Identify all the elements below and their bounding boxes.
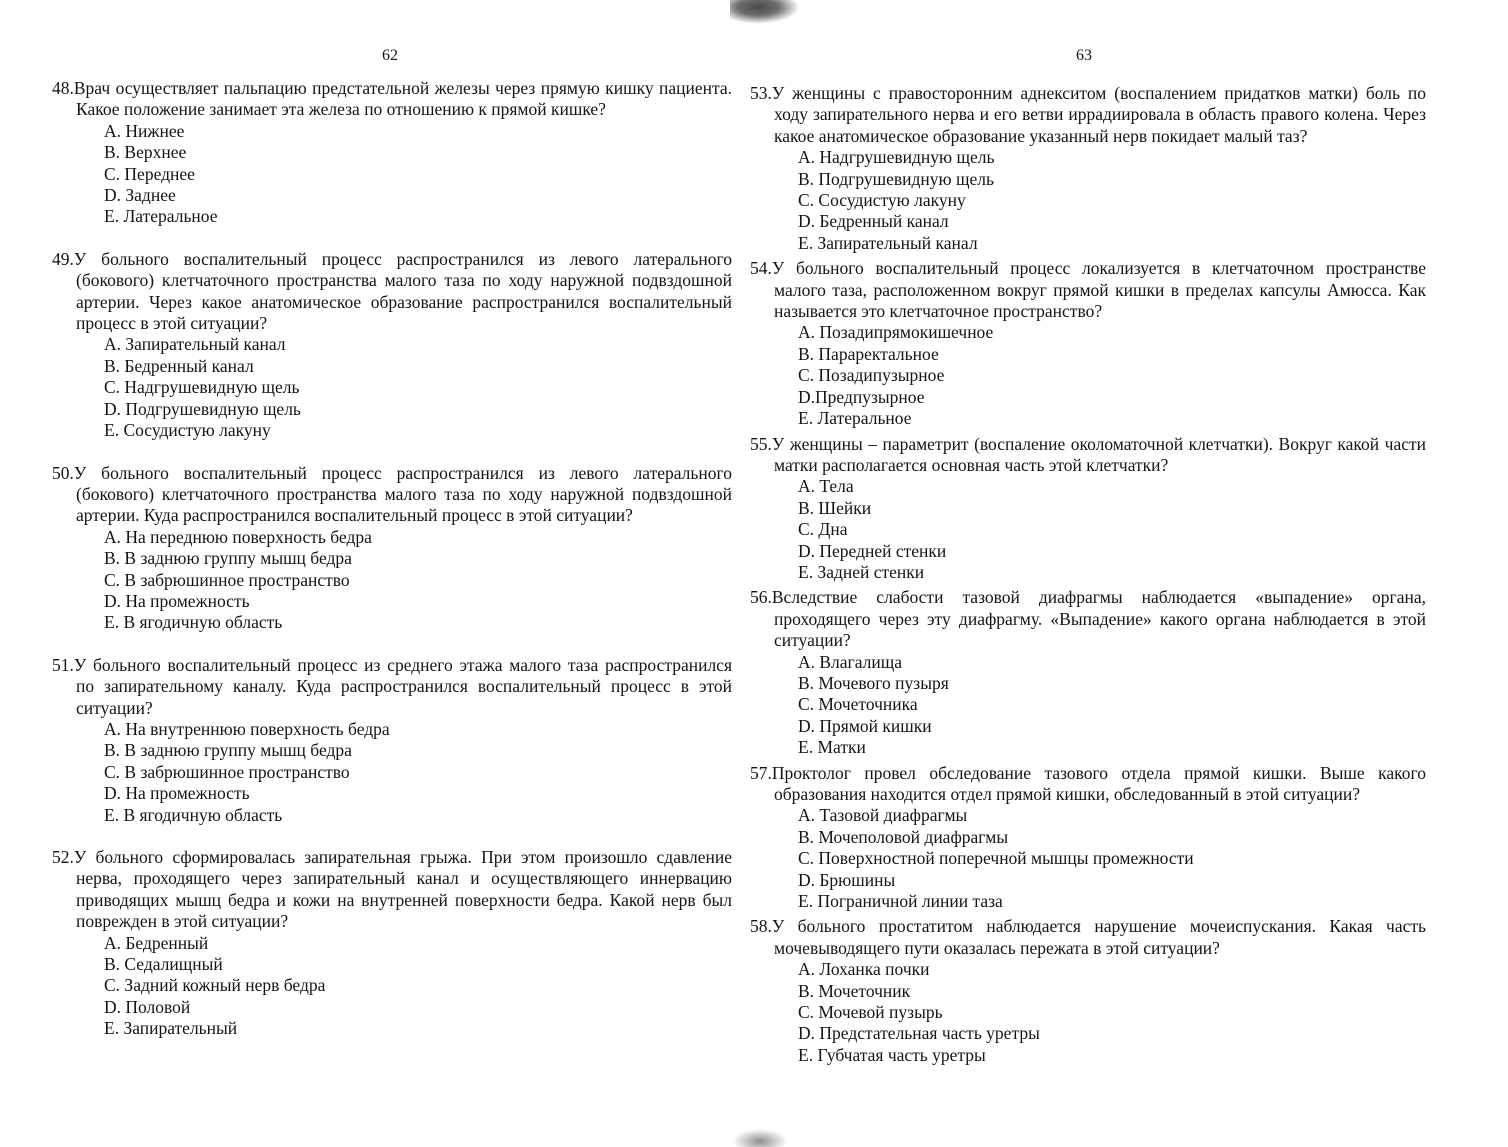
- answer-option: Е. Матки: [798, 737, 866, 758]
- question-body: У больного воспалительный процесс распространился из левого латерального (бокового) клетчаточного пространства малого таза по ходу наружной подвздошной артерии. Через какое анатомическое образование распространился воспалительный процесс в этой ситуации?: [73, 248, 732, 334]
- answer-option: А. Надгрушевидную щель: [798, 147, 995, 168]
- question: [52, 78, 732, 228]
- question-body: Врач осуществляет пальпацию предстательной железы через прямую кишку пациента. Какое положение занимает эта железа по отношению к прямой кишке?: [73, 78, 732, 120]
- answer-option: А. Нижнее: [104, 120, 185, 141]
- answer-options: [750, 476, 1426, 583]
- question-number: 51.: [52, 654, 74, 675]
- question-text: [750, 763, 1426, 806]
- question: [750, 434, 1426, 584]
- answer-option: D. Прямой кишки: [798, 715, 932, 736]
- answer-option: С. Мочеточника: [798, 694, 918, 715]
- question-text: [52, 78, 732, 121]
- question: [52, 655, 732, 826]
- answer-option: С. Надгрушевидную щель: [104, 377, 300, 398]
- answer-option: D. На промежность: [104, 590, 250, 611]
- answer-option: С. Поверхностной поперечной мышцы промежности: [798, 848, 1194, 869]
- question-number: 58.: [750, 916, 772, 937]
- question-number: 55.: [750, 433, 772, 454]
- answer-options: [750, 805, 1426, 912]
- answer-options: [52, 933, 732, 1040]
- page-number: 62: [382, 47, 398, 64]
- question-number: 48.: [52, 78, 74, 98]
- answer-option: Е. В ягодичную область: [104, 804, 283, 825]
- answer-option: D. На промежность: [104, 783, 250, 804]
- answer-option: В. Мочеточник: [798, 980, 911, 1001]
- answer-options: [750, 322, 1426, 429]
- answer-option: С. Переднее: [104, 163, 195, 184]
- answer-option: D. Подгрушевидную щель: [104, 398, 301, 419]
- answer-options: [52, 719, 732, 826]
- question-text: [750, 916, 1426, 959]
- answer-option: В. Седалищный: [104, 954, 223, 975]
- question-list: [52, 78, 732, 1061]
- answer-option: Е. Пограничной линии таза: [798, 891, 1003, 912]
- answer-options: [750, 652, 1426, 759]
- answer-option: D. Предстательная часть уретры: [798, 1023, 1040, 1044]
- answer-option: D.Предпузырное: [798, 386, 925, 407]
- question: [52, 249, 732, 442]
- answer-option: D. Передней стенки: [798, 540, 947, 561]
- answer-option: Е. Задней стенки: [798, 561, 925, 582]
- answer-option: Е. Запирательный канал: [798, 232, 978, 253]
- question-text: [750, 83, 1426, 147]
- answer-options: [750, 147, 1426, 254]
- answer-option: А. Лоханка почки: [798, 959, 930, 980]
- answer-option: D. Бедренный канал: [798, 211, 949, 232]
- question-body: У больного воспалительный процесс распространился из левого латерального (бокового) клетчаточного пространства малого таза по ходу наружной подвздошной артерии. Куда распространился воспалительный процесс в этой ситуации?: [73, 462, 732, 526]
- page-number: 63: [1076, 47, 1092, 64]
- answer-option: А. Запирательный канал: [104, 334, 286, 355]
- answer-option: А. Влагалища: [798, 651, 903, 672]
- answer-option: Е. Латеральное: [104, 206, 218, 227]
- left-page: [52, 0, 732, 1147]
- question-text: [52, 463, 732, 527]
- answer-option: Е. Сосудистую лакуну: [104, 420, 271, 441]
- question-text: [52, 249, 732, 335]
- question-body: Вследствие слабости тазовой диафрагмы наблюдается «выпадение» органа, проходящего через эту диафрагму. «Выпадение» какого органа наблюдается в этой ситуации?: [771, 587, 1426, 651]
- right-page: [750, 0, 1426, 1147]
- question: [750, 916, 1426, 1066]
- question-text: [52, 655, 732, 719]
- answer-options: [52, 527, 732, 634]
- question-number: 49.: [52, 248, 74, 269]
- answer-option: А. На внутреннюю поверхность бедра: [104, 718, 390, 739]
- answer-option: В. В заднюю группу мышц бедра: [104, 548, 352, 569]
- answer-option: D. Заднее: [104, 185, 176, 206]
- answer-option: А. На переднюю поверхность бедра: [104, 526, 372, 547]
- answer-option: С. Сосудистую лакуну: [798, 190, 966, 211]
- question: [750, 83, 1426, 254]
- question: [52, 847, 732, 1040]
- answer-options: [52, 334, 732, 441]
- question-number: 57.: [750, 762, 772, 783]
- question-text: [750, 587, 1426, 651]
- question-body: Проктолог провел обследование тазового отдела прямой кишки. Выше какого образования находится отдел прямой кишки, обследованный в этой ситуации?: [771, 762, 1426, 804]
- answer-option: С. Дна: [798, 519, 848, 540]
- question-body: У больного сформировалась запирательная грыжа. При этом произошло сдавление нерва, проходящего через запирательный канал и осуществляющего иннервацию приводящих мышц бедра и кожи на внутренней поверхности бедра. Какой нерв был поврежден в этой ситуации?: [73, 847, 732, 932]
- question-text: [750, 258, 1426, 322]
- answer-options: [750, 959, 1426, 1066]
- question-body: У больного простатитом наблюдается нарушение мочеиспускания. Какая часть мочевыводящего пути оказалась пережата в этой ситуации?: [771, 916, 1426, 958]
- answer-option: А. Тазовой диафрагмы: [798, 805, 968, 826]
- answer-option: С. В забрюшинное пространство: [104, 569, 350, 590]
- question: [750, 763, 1426, 913]
- answer-option: С. В забрюшинное пространство: [104, 761, 350, 782]
- question-list: [750, 83, 1426, 1070]
- question-body: У больного воспалительный процесс из среднего этажа малого таза распространился по запирательному каналу. Куда распространился воспалительный процесс в этой ситуации?: [73, 654, 732, 718]
- answer-options: [52, 121, 732, 228]
- answer-option: Е. Губчатая часть уретры: [798, 1044, 986, 1065]
- answer-option: D. Брюшины: [798, 869, 896, 890]
- answer-option: Е. Латеральное: [798, 408, 912, 429]
- answer-option: С. Мочевой пузырь: [798, 1002, 943, 1023]
- question: [750, 587, 1426, 758]
- question-body: У женщины с правосторонним аднекситом (воспалением придатков матки) боль по ходу запирательного нерва и его ветви иррадиировала в область правого колена. Через какое анатомическое образование указанный нерв покидает малый таз?: [771, 83, 1426, 146]
- answer-option: А. Бедренный: [104, 932, 209, 953]
- answer-option: Е. В ягодичную область: [104, 612, 283, 633]
- question-number: 53.: [750, 83, 772, 103]
- answer-option: D. Половой: [104, 996, 191, 1017]
- question-text: [52, 847, 732, 933]
- question-number: 52.: [52, 847, 74, 867]
- answer-option: В. В заднюю группу мышц бедра: [104, 740, 352, 761]
- question-body: У больного воспалительный процесс локализуется в клетчаточном пространстве малого таза, расположенном вокруг прямой кишки в пределах капсулы Амюсса. Как называется это клетчаточное пространство?: [771, 258, 1426, 322]
- answer-option: В. Подгрушевидную щель: [798, 168, 994, 189]
- question-number: 54.: [750, 258, 772, 279]
- question-number: 50.: [52, 462, 74, 483]
- answer-option: С. Задний кожный нерв бедра: [104, 975, 326, 996]
- question: [52, 463, 732, 634]
- answer-option: С. Позадипузырное: [798, 365, 945, 386]
- answer-option: В. Параректальное: [798, 343, 939, 364]
- question-text: [750, 434, 1426, 477]
- answer-option: В. Шейки: [798, 497, 872, 518]
- answer-option: В. Мочеполовой диафрагмы: [798, 826, 1009, 847]
- answer-option: А. Позадипрямокишечное: [798, 322, 994, 343]
- question-body: У женщины – параметрит (воспаление околоматочной клетчатки). Вокруг какой части матки располагается основная часть этой клетчатки?: [771, 433, 1426, 475]
- answer-option: В. Бедренный канал: [104, 355, 254, 376]
- answer-option: Е. Запирательный: [104, 1018, 238, 1039]
- answer-option: В. Верхнее: [104, 142, 187, 163]
- answer-option: В. Мочевого пузыря: [798, 672, 949, 693]
- question: [750, 258, 1426, 429]
- question-number: 56.: [750, 587, 772, 608]
- answer-option: А. Тела: [798, 476, 854, 497]
